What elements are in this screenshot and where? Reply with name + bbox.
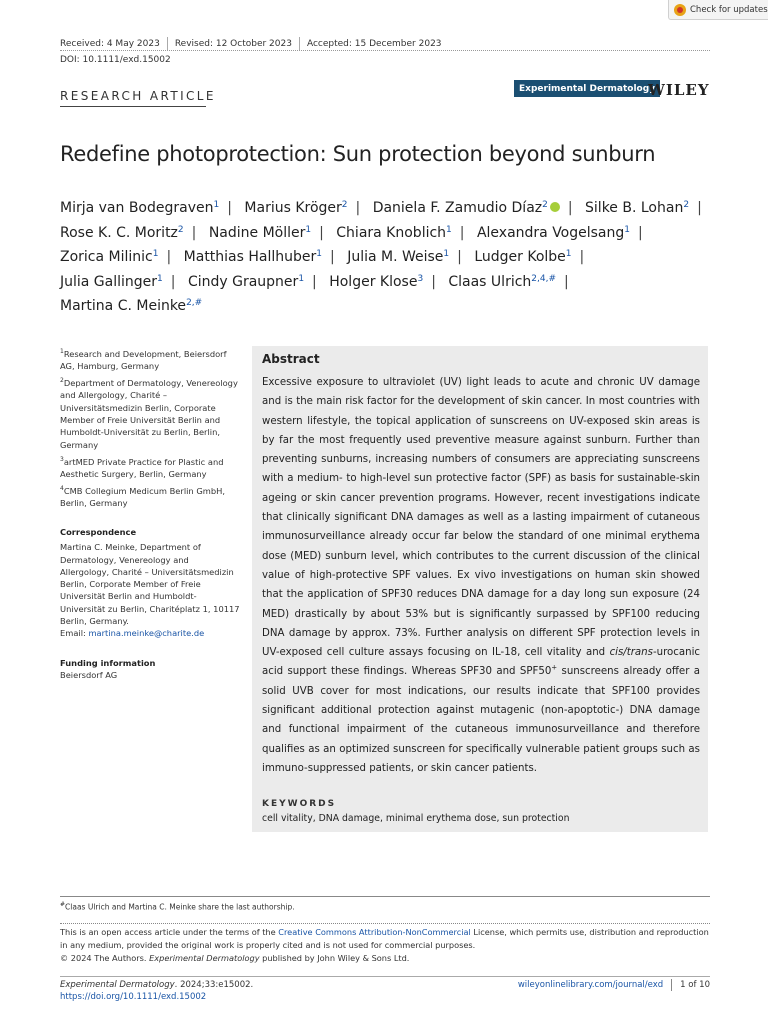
license-text: This is an open access article under the terms of the Creative Commons Attribution-NonCommercial License, which permits use, distribution and reproduction in any medium, provided the original work is properly cited and is not used for commercial purposes. © 2024 The Authors. Experimental Dermatology published by John Wiley & Sons Ltd. [60,927,709,963]
author[interactable]: Daniela F. Zamudio Díaz$^2$ [373,200,560,216]
article-title: Redefine photoprotection: Sun protection beyond sunburn [60,142,656,166]
author[interactable]: Julia Gallinger$^1$ [60,273,163,290]
author[interactable]: Alexandra Vogelsang$^1$ [476,224,631,241]
page-number: 1 of 10 [680,980,710,990]
author[interactable]: Holger Klose$^3$ [329,273,424,290]
footer-rule [60,976,710,977]
funding [60,657,240,682]
journal-logo[interactable]: Experimental Dermatology [514,80,660,97]
correspondence-text: Martina C. Meinke, Department of Dermatology, Venereology and Allergology, Charité – Universitätsmedizin Berlin, Corporate Member of Freie Universität Berlin and Humboldt-Universität zu Berlin, Charitéplatz 1, 10117 Berlin, Germany. [60,542,240,627]
keywords-heading: KEYWORDS [262,799,337,809]
funding-label: Funding information [60,658,156,668]
author[interactable]: Marius Kröger$^2$ [244,200,348,216]
affiliation: $^3$artMED Private Practice for Plastic and Aesthetic Surgery, Berlin, Germany [60,455,224,479]
correspondence-email-line: Email: martina.meinke@charite.de [60,628,205,639]
doi: DOI: 10.1111/exd.15002 [60,55,171,65]
author[interactable]: Martina C. Meinke$^{2,\#}$ [60,298,203,314]
footer-citation: Experimental Dermatology. 2024;33:e15002. https://doi.org/10.1111/exd.15002 [60,980,254,1002]
check-for-updates-button[interactable] [668,0,768,20]
abstract-text: Excessive exposure to ultraviolet (UV) light leads to acute and chronic UV damage and is the main risk factor for the development of skin cancer. In most countries with western lifestyle, the topical application of sunscreens on UV-exposed skin areas is by far the most frequently used preventive measure against sunburn. Further than preventing sunburns, increasing numbers of consumers are appreciating sunscreens with a medium- to high-level sun protective factor (SPF) as basis for sustainable-skin ageing or skin cancer prevention programs. However, recent investigations indicate that clinically significant DNA damages as well as a lasting impairment of cutaneous immunosurveillance already occur far below the standard of one minimal erythema dose (MED) sunburn level, which contributes to the current discussion of the clinical value of high-protective SPF values. Ex vivo investigations on human skin showed that the application of SPF30 reduces DNA damage for a day long sun exposure (24 MED) drastically by about 53% but is significantly surpassed by SPF100 reducing DNA damage by approx. 73%. Further analysis on different SPF protection levels in UV-exposed cell culture assays focusing on IL-18, cell vitality and cis/trans-urocanic acid support these findings. Whereas SPF30 and SPF50+ sunscreens already offer a solid UVB cover for most indications, our results indicate that SPF100 provides significant additional protection against mutagenic (non-apoptotic-) DNA damage and functional impairment of the cutaneous immunosurveillance and therefore qualifies as an optimized sunscreen for specifically vulnerable patient groups such as immuno-suppressed patients, or skin cancer patients. [262,377,700,774]
journal-site-link[interactable]: wileyonlinelibrary.com/journal/exd [517,980,664,990]
cc-license-link[interactable]: Creative Commons Attribution-NonCommercial [278,927,471,937]
email-link[interactable]: martina.meinke@charite.de [88,628,205,639]
affiliations [60,346,240,513]
affiliation: $^1$Research and Development, Beiersdorf AG, Hamburg, Germany [60,348,227,372]
doi-link[interactable]: https://doi.org/10.1111/exd.15002 [60,992,207,1002]
abstract-heading: Abstract [262,352,320,366]
accepted-date: Accepted: 15 December 2023 [306,39,442,49]
funding-text: Beiersdorf AG [60,670,118,681]
date-divider [299,37,300,51]
footer-right [518,979,710,991]
author[interactable]: Cindy Graupner$^1$ [187,273,305,290]
author[interactable]: Mirja van Bodegraven$^1$ [60,200,220,216]
author[interactable]: Matthias Hallhuber$^1$ [183,249,323,265]
date-divider [167,37,168,51]
check-for-updates-label: Check for updates [690,4,768,15]
affiliation: $^2$Department of Dermatology, Venereology and Allergology, Charité – Universitätsmedizin Berlin, Corporate Member of Freie Universität Berlin and Humboldt-Universität zu Berlin, Berlin, Germany [60,377,238,450]
crossmark-icon [674,4,686,16]
article-type: RESEARCH ARTICLE [60,89,216,103]
orcid-icon[interactable] [550,202,560,212]
article-dates [60,37,442,51]
author[interactable]: Silke B. Lohan$^2$ [585,200,690,216]
correspondence [60,526,240,640]
author[interactable]: Claas Ulrich$^{2,4,\#}$ [448,273,556,290]
article-type-underline [60,106,206,107]
author[interactable]: Chiara Knoblich$^1$ [336,224,452,241]
author[interactable]: Ludger Kolbe$^1$ [474,249,572,265]
affiliation: $^4$CMB Collegium Medicum Berlin GmbH, Berlin, Germany [60,485,225,509]
author[interactable]: Julia M. Weise$^1$ [347,249,450,265]
authorship-footnote: #Claas Ulrich and Martina C. Meinke share the last authorship. [60,901,295,912]
publisher-logo[interactable]: WILEY [648,81,710,99]
author[interactable]: Zorica Milinic$^1$ [60,249,159,265]
footnote-rule [60,896,710,897]
revised-date: Revised: 12 October 2023 [174,39,292,49]
header-rule [60,50,710,51]
received-date: Received: 4 May 2023 [60,39,160,49]
footer-divider [671,979,672,991]
author-list: Mirja van Bodegraven$^1$ | Marius Kröger$^2$ | Daniela F. Zamudio Díaz$^2$ | Silke B. Lohan$^2$ | Rose K. C. Moritz$^2$ | Nadine Möller$^1$ | Chiara Knoblich$^1$ | Alexandra Vogelsang$^1$ | Zorica Milinic$^1$ | Matthias Hallhuber$^1$ | Julia M. Weise$^1$ | Ludger Kolbe$^1$ | Julia Gallinger$^1$ | Cindy Graupner$^1$ | Holger Klose$^3$ | Claas Ulrich$^{2,4,\#}$ | Martina C. Meinke$^{2,\#}$ [60,200,702,314]
correspondence-label: Correspondence [60,527,137,537]
author[interactable]: Rose K. C. Moritz$^2$ [60,224,184,241]
keywords-text: cell vitality, DNA damage, minimal erythema dose, sun protection [262,813,570,824]
license-rule [60,923,710,924]
author[interactable]: Nadine Möller$^1$ [208,224,312,241]
